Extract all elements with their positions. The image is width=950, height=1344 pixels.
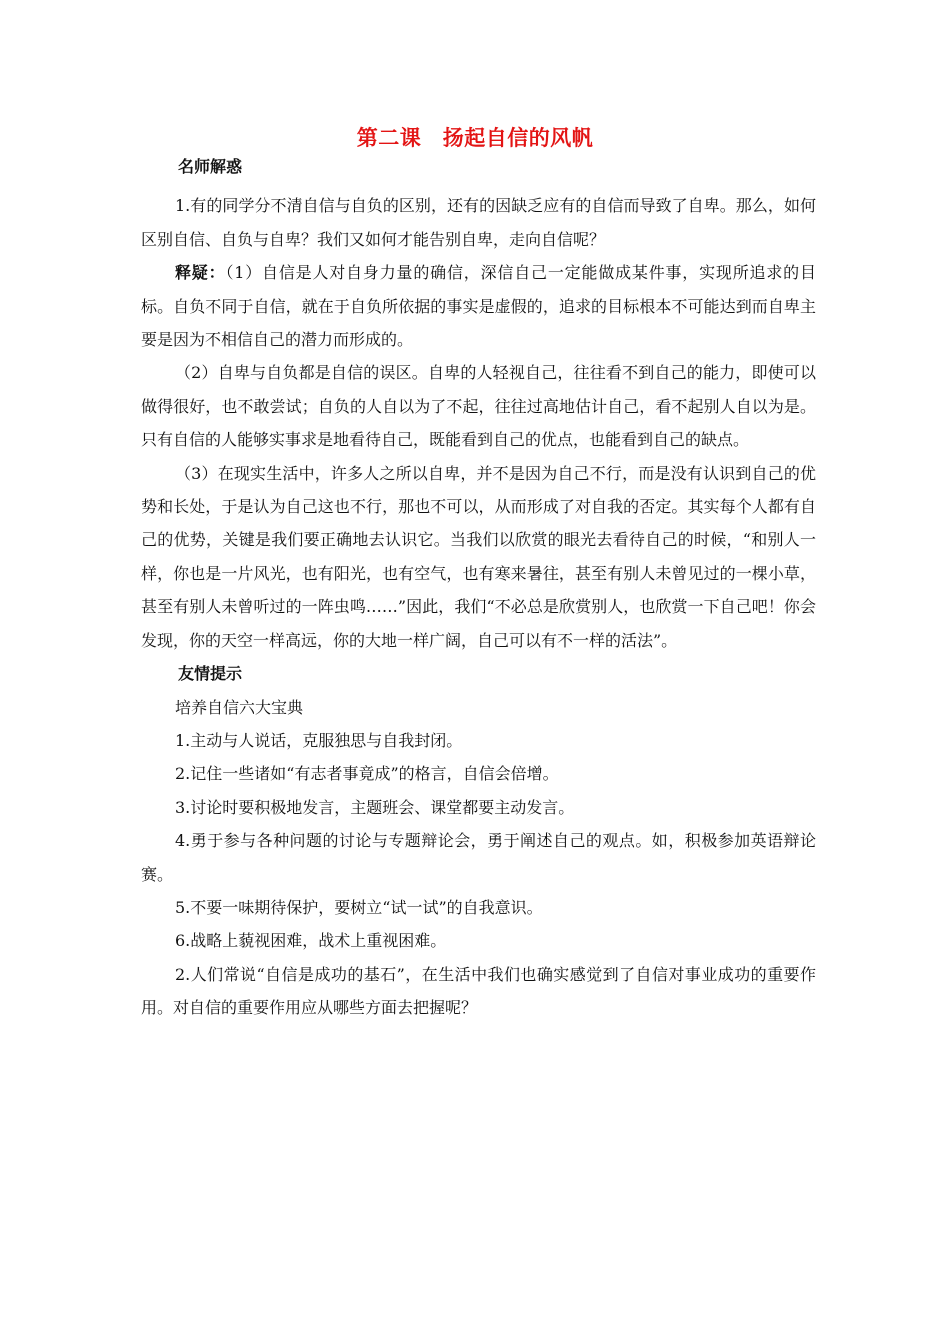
tip-item-1: 1.主动与人说话，克服独思与自我封闭。 bbox=[175, 730, 463, 750]
tip-item-4: 4.勇于参与各种问题的讨论与专题辩论会，勇于阐述自己的观点。如，积极参加英语辩论赛。 bbox=[141, 831, 816, 884]
answer-paragraph-3: （3）在现实生活中，许多人之所以自卑，并不是因为自己不行，而是没有认识到自己的优势和长处，于是认为自己这也不行，那也不可以，从而形成了对自我的否定。其实每个人都有自己的优势，关键是我们要正确地去认识它。当我们以欣赏的眼光去看待自己的时候，“和别人一样，你也是一片风光，也有阳光，也有空气，也有寒来暑往，甚至有别人未曾见过的一棵小草，甚至有别人未曾听过的一阵虫鸣……”因此，我们“不必总是欣赏别人，也欣赏一下自己吧！你会发现，你的天空一样高远，你的大地一样广阔，自己可以有不一样的活法”。 bbox=[141, 463, 816, 650]
question-1: 1.有的同学分不清自信与自负的区别，还有的因缺乏应有的自信而导致了自卑。那么，如何区别自信、自负与自卑？我们又如何才能告别自卑，走向自信呢？ bbox=[141, 196, 816, 249]
tips-subtitle: 培养自信六大宝典 bbox=[175, 697, 304, 717]
tip-item-2: 2.记住一些诸如“有志者事竟成”的格言，自信会倍增。 bbox=[175, 764, 559, 784]
section-heading-tips: 友情提示 bbox=[178, 664, 243, 684]
answer-text-1: （1）自信是人对自身力量的确信，深信自己一定能做成某件事，实现所追求的目标。自负不同于自信，就在于自负所依据的事实是虚假的，追求的目标根本不可能达到而自卑主要是因为不相信自己的潜力而形成的。 bbox=[141, 263, 816, 350]
document-body bbox=[141, 150, 816, 1025]
answer-paragraph-2: （2）自卑与自负都是自信的误区。自卑的人轻视自己，往往看不到自己的能力，即使可以做得很好，也不敢尝试；自负的人自以为了不起，往往过高地估计自己，看不起别人自以为是。只有自信的人能够实事求是地看待自己，既能看到自己的优点，也能看到自己的缺点。 bbox=[141, 363, 816, 450]
question-2: 2.人们常说“自信是成功的基石”，在生活中我们也确实感觉到了自信对事业成功的重要作用。对自信的重要作用应从哪些方面去把握呢？ bbox=[141, 964, 816, 1018]
answer-paragraph-1 bbox=[141, 256, 816, 356]
tip-item-3: 3.讨论时要积极地发言，主题班会、课堂都要主动发言。 bbox=[175, 797, 575, 817]
tip-item-6: 6.战略上藐视困难，战术上重视困难。 bbox=[175, 931, 447, 951]
answer-label: 释疑： bbox=[175, 263, 226, 283]
page-title: 第二课 扬起自信的风帆 bbox=[356, 126, 594, 150]
tip-item-5: 5.不要一味期待保护，要树立“试一试”的自我意识。 bbox=[175, 897, 543, 917]
section-heading-teacher: 名师解惑 bbox=[178, 157, 243, 176]
